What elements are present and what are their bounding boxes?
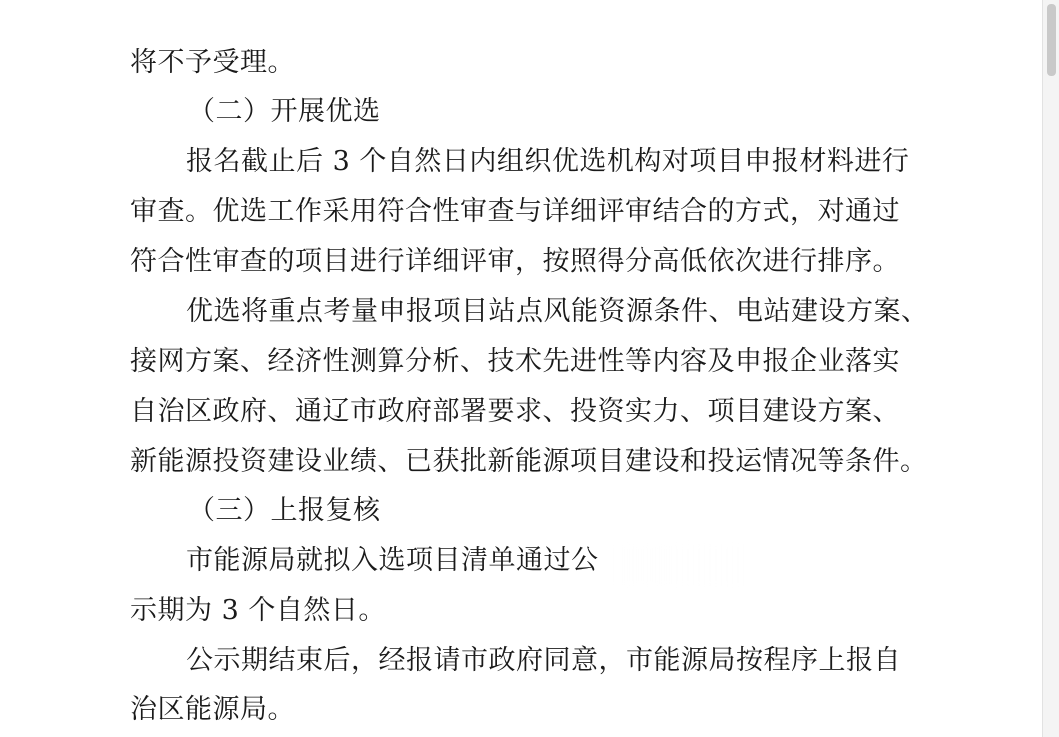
section-heading: （二）开展优选 [188,96,381,127]
scrollbar-thumb[interactable] [1047,4,1056,76]
paragraph-line: 优选将重点考量申报项目站点风能资源条件、电站建设方案、 [186,296,929,327]
paragraph-line: 将不予受理。 [130,47,295,78]
paragraph-line: 接网方案、经济性测算分析、技术先进性等内容及申报企业落实 [130,346,900,377]
paragraph-line: 自治区政府、通辽市政府部署要求、投资实力、项目建设方案、 [130,396,900,427]
section-heading: （三）上报复核 [188,495,381,526]
paragraph-line: 新能源投资建设业绩、已获批新能源项目建设和投运情况等条件。 [130,446,928,477]
paragraph-line: 报名截止后 3 个自然日内组织优选机构对项目申报材料进行 [186,146,910,177]
paragraph-line: 公示期结束后，经报请市政府同意，市能源局按程序上报自 [186,645,901,676]
paragraph-line: 示期为 3 个自然日。 [130,595,386,626]
paragraph-line: 市能源局就拟入选项目清单通过公 [186,545,599,576]
redacted-text-mask [614,544,944,586]
paragraph-line: 治区能源局。 [130,694,295,725]
paragraph-line: 符合性审查的项目进行详细评审，按照得分高低依次进行排序。 [130,246,900,277]
paragraph-line: 审查。优选工作采用符合性审查与详细评审结合的方式，对通过 [130,196,900,227]
vertical-scrollbar[interactable] [1042,0,1059,737]
